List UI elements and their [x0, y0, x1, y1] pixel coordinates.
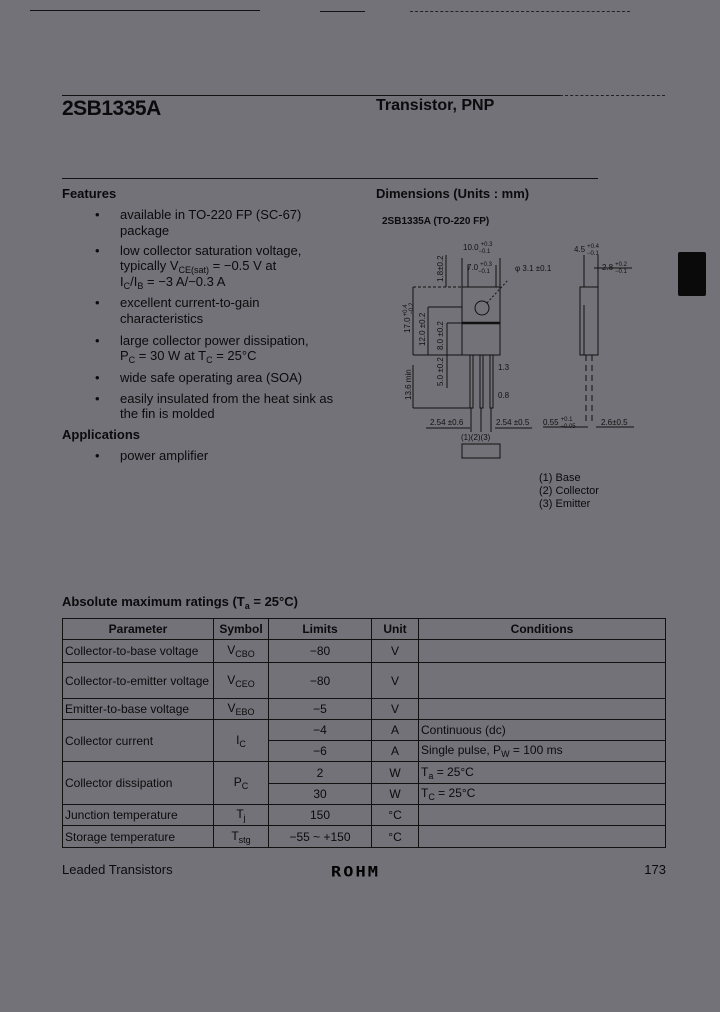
feature-item: easily insulated from the heat sink as	[120, 391, 334, 406]
dim-1-8: 1.8±0.2	[436, 255, 445, 282]
page-number: 173	[644, 862, 666, 877]
feature-item: wide safe operating area (SOA)	[120, 370, 303, 385]
dim-width-7: 7.0 $^{+0.3}$ −0.1	[467, 262, 492, 275]
dim-0-55: 0.55 $^{+0.1}$ −0.05	[543, 417, 576, 430]
dim-2-8: 2.8 $^{+0.2}$ −0.1	[602, 262, 627, 275]
dim-2-6: 2.6±0.5	[601, 418, 628, 427]
table-header	[63, 619, 666, 640]
feature-item: excellent current-to-gain	[120, 295, 260, 310]
section-tab-marker	[678, 252, 706, 296]
applications-heading: Applications	[62, 427, 141, 442]
dim-4-5: 4.5 $^{+0.4}$ −0.1	[574, 244, 599, 257]
feature-item: large collector power dissipation,	[120, 333, 309, 348]
ratings-title: Absolute maximum ratings $(T_a = 25^\circ C)$	[62, 594, 298, 611]
dimensions-heading: Dimensions (Units : mm)	[376, 186, 530, 201]
feature-item: characteristics	[120, 311, 204, 326]
col-symbol: Symbol	[214, 619, 269, 640]
table-row: −6 A Single pulse, $P_W = 100$ ms	[63, 741, 666, 762]
feature-item: typically $V_{CE(sat)} = -0.5$ V at	[120, 258, 277, 275]
feature-item: the fin is molded	[120, 406, 215, 421]
dim-13-6: 13.6 min	[404, 369, 413, 400]
package-body	[462, 287, 500, 355]
col-parameter: Parameter	[63, 619, 214, 640]
table-row: Collector dissipation $P_C$ 2 W $T_a = 25^\circ C$	[63, 762, 666, 784]
col-conditions: Conditions	[419, 619, 666, 640]
side-view	[543, 255, 634, 427]
mounting-hole	[475, 301, 489, 315]
table-row: 30 W $T_C = 25^\circ C$	[63, 784, 666, 805]
table-row: Storage temperature $T_{stg}$ −55 ~ +150 °C	[63, 826, 666, 848]
feature-item: package	[120, 223, 170, 238]
table-row: Junction temperature $T_j$ 150 °C	[63, 805, 666, 826]
dim-width-10: 10.0 $^{+0.3}$ −0.1	[463, 242, 493, 255]
bullet: •	[95, 295, 100, 310]
side-body	[580, 287, 598, 355]
dim-12: 12.0 ±0.2	[418, 312, 427, 346]
bullet: •	[95, 391, 100, 406]
table-row: Collector current $I_C$ −4 A Continuous (dc)	[63, 720, 666, 741]
dim-1-3: 1.3	[498, 363, 510, 372]
table-row: Collector-to-emitter voltage $V_{CEO}$ −80 V	[63, 663, 666, 699]
col-limits: Limits	[269, 619, 372, 640]
pin-emitter: (3) Emitter	[539, 498, 591, 510]
dim-pitch-1: 2.54 ±0.6	[430, 418, 464, 427]
lead-1	[470, 355, 473, 408]
features-heading: Features	[62, 186, 117, 201]
dim-17: $17.0^{+0.4}-0.2$	[403, 302, 415, 333]
part-number: 2SB1335A	[62, 97, 161, 120]
dim-0-8: 0.8	[498, 391, 510, 400]
feature-item: $P_C = 30$ W at $T_C = 25^\circ C$	[120, 348, 257, 365]
bullet: •	[95, 448, 100, 463]
lead-3	[490, 355, 493, 408]
pin-list	[539, 472, 599, 511]
bullet: •	[95, 370, 100, 385]
rohm-logo: ROHM	[331, 863, 380, 881]
pin-collector: (2) Collector	[539, 485, 599, 497]
feature-item: $I_C/I_B = -3$ A/−0.3 A	[120, 274, 226, 291]
ratings-table	[62, 618, 666, 848]
dim-hole: φ 3.1 ±0.1	[515, 264, 552, 273]
dim-5: 5.0 ±0.2	[436, 357, 445, 386]
col-unit: Unit	[372, 619, 419, 640]
dimension-labels	[403, 242, 628, 442]
feature-item: available in TO-220 FP (SC-67)	[120, 207, 302, 222]
dim-pitch-2: 2.54 ±0.5	[496, 418, 530, 427]
application-item: power amplifier	[120, 448, 209, 463]
bullet: •	[95, 243, 100, 258]
lead-2	[480, 355, 483, 408]
bullet: •	[95, 207, 100, 222]
device-type: Transistor, PNP	[376, 97, 495, 114]
pin-diagram	[462, 444, 500, 458]
pin-base: (1) Base	[539, 472, 581, 484]
footer-section: Leaded Transistors	[62, 862, 173, 877]
table-row: Collector-to-base voltage $V_{CBO}$ −80 V	[63, 640, 666, 663]
dim-8: 8.0 ±0.2	[436, 321, 445, 350]
feature-item: low collector saturation voltage,	[120, 243, 302, 258]
package-label: 2SB1335A (TO-220 FP)	[382, 216, 490, 227]
pin-numbers: (1)(2)(3)	[461, 433, 491, 442]
front-view	[413, 255, 532, 458]
table-row: Emitter-to-base voltage $V_{EBO}$ −5 V	[63, 699, 666, 720]
bullet: •	[95, 333, 100, 348]
